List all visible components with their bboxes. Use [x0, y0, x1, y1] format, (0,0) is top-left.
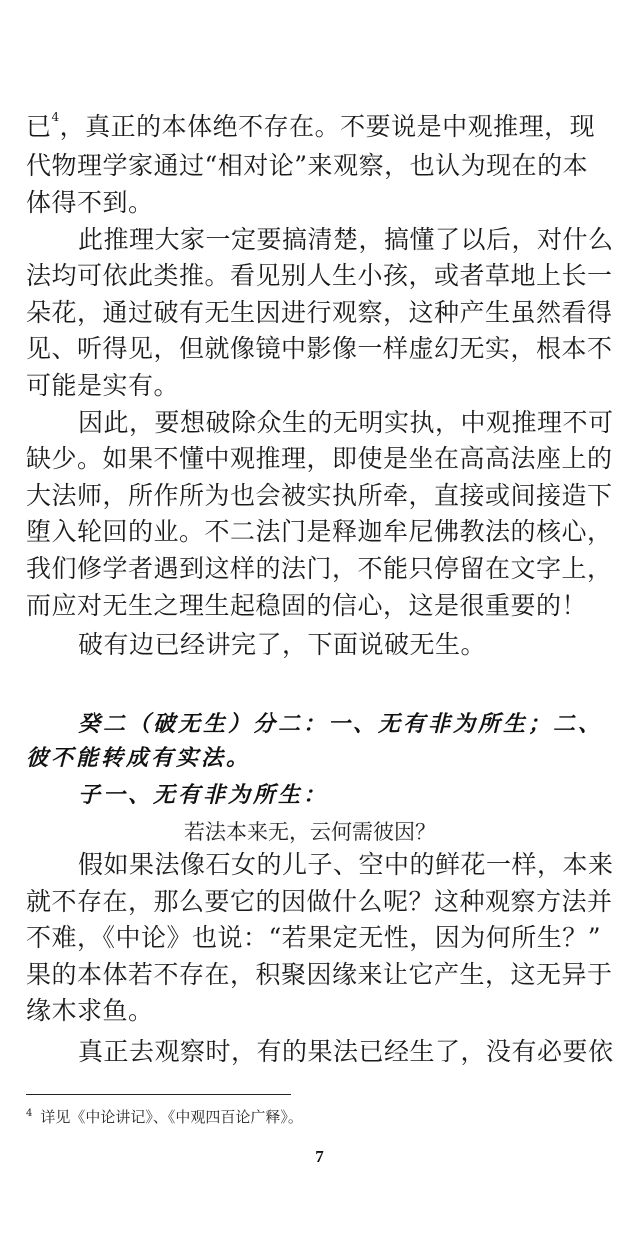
text-line: 大法师，所作所为也会被实执所牵，直接或间接造下	[26, 481, 613, 510]
text-line: 果的本体若不存在，积聚因缘来让它产生，这无异于	[26, 960, 613, 989]
subsection-heading: 子一、无有非为所生：	[78, 783, 329, 808]
text-line: 缺少。如果不懂中观推理，即使是坐在高高法座上的	[26, 444, 613, 473]
footnote-reference[interactable]: 4	[51, 110, 60, 124]
text-line: 假如果法像石女的儿子、空中的鲜花一样，本来	[78, 850, 614, 879]
footnote	[26, 1104, 303, 1127]
text-line: 不难，《中论》也说：“若果定无性，因为何所生？”	[26, 923, 602, 952]
text-line: 法均可依此类推。看见别人生小孩，或者草地上长一	[26, 261, 613, 290]
text-line: 朵花，通过破有无生因进行观察，这种产生虽然看得	[26, 298, 613, 327]
text-line: 破有边已经讲完了，下面说破无生。	[78, 630, 487, 659]
text-line: 代物理学家通过“相对论”来观察，也认为现在的本	[26, 151, 589, 180]
section-heading: 彼不能转成有实法。	[26, 746, 252, 771]
text-line: 真正去观察时，有的果法已经生了，没有必要依	[78, 1037, 614, 1066]
text-line: 此推理大家一定要搞清楚，搞懂了以后，对什么	[78, 225, 614, 254]
text-line: 堕入轮回的业。不二法门是释迦牟尼佛教法的核心，	[26, 517, 613, 546]
text-line: 就不存在，那么要它的因做什么呢？这种观察方法并	[26, 887, 613, 916]
footnote-divider	[26, 1094, 291, 1095]
section-heading: 癸二（破无生）分二：一、无有非为所生；二、	[78, 712, 604, 737]
text-line: 缘木求鱼。	[26, 996, 154, 1025]
text-line: 体得不到。	[26, 188, 154, 217]
text-line: 而应对无生之理生起稳固的信心，这是很重要的！	[26, 591, 588, 620]
text-line: 可能是实有。	[26, 371, 180, 400]
text-line: 见、听得见，但就像镜中影像一样虚幻无实，根本不	[26, 334, 613, 363]
text-line: 因此，要想破除众生的无明实执，中观推理不可	[78, 408, 614, 437]
page-number: 7	[315, 1147, 324, 1166]
verse-line: 若法本来无，云何需彼因？	[184, 820, 436, 844]
text-line: 已$^4$，真正的本体绝不存在。不要说是中观推理，现	[26, 110, 596, 141]
footnote-text: 详见《中论讲记》、《中观四百论广释》。	[40, 1108, 303, 1126]
footnote-mark: 4	[26, 1108, 33, 1119]
text-line: 我们修学者遇到这样的法门，不能只停留在文字上，	[26, 554, 613, 583]
